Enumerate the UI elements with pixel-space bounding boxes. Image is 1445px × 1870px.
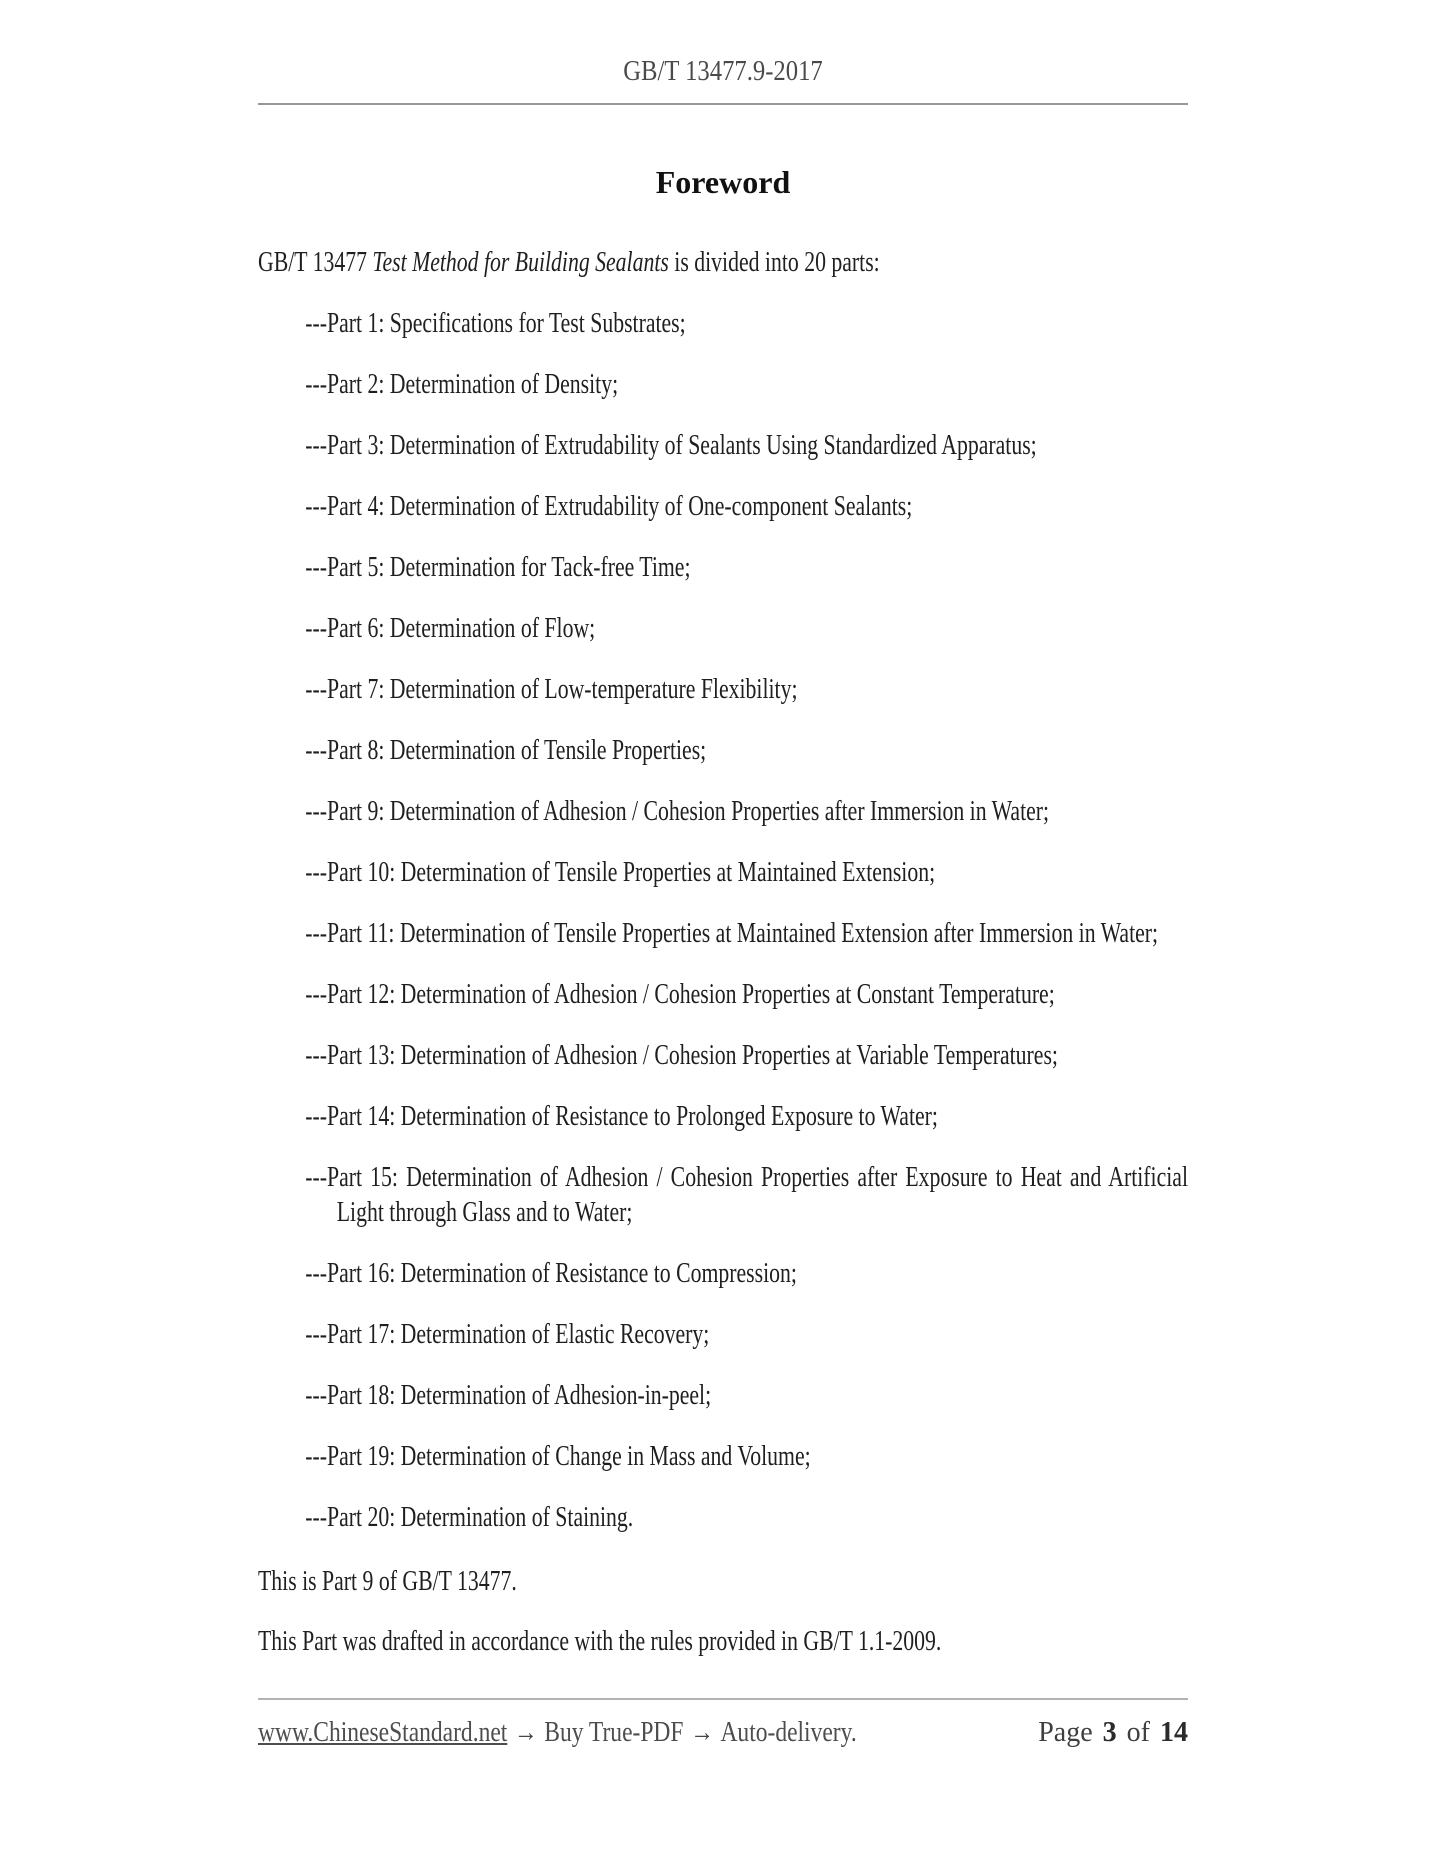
parts-list bbox=[258, 306, 1188, 1535]
part-list-item: ---Part 12: Determination of Adhesion / Cohesion Properties at Constant Temperature; bbox=[305, 978, 1055, 1010]
auto-delivery-label: Auto-delivery. bbox=[720, 1717, 857, 1748]
page-indicator bbox=[1038, 1715, 1188, 1750]
footer-promo bbox=[258, 1715, 857, 1750]
part-list-item: ---Part 8: Determination of Tensile Properties; bbox=[305, 734, 707, 766]
footer-divider bbox=[258, 1698, 1188, 1700]
part-list-item: ---Part 17: Determination of Elastic Recovery; bbox=[305, 1318, 710, 1350]
intro-prefix: GB/T 13477 bbox=[258, 246, 373, 278]
series-title-italic: Test Method for Building Sealants bbox=[372, 246, 669, 278]
part-list-item: ---Part 18: Determination of Adhesion-in-peel; bbox=[305, 1379, 712, 1411]
part-list-item: ---Part 5: Determination for Tack-free Time; bbox=[305, 551, 691, 583]
of-word: of bbox=[1126, 1717, 1150, 1748]
page-total: 14 bbox=[1160, 1717, 1188, 1748]
part-list-item: ---Part 10: Determination of Tensile Properties at Maintained Extension; bbox=[305, 856, 936, 888]
part-list-item: ---Part 4: Determination of Extrudability of One-component Sealants; bbox=[305, 490, 913, 522]
header-divider bbox=[258, 103, 1188, 105]
page-footer bbox=[258, 1715, 1188, 1750]
part-list-item: ---Part 6: Determination of Flow; bbox=[305, 612, 596, 644]
part-list-item: ---Part 2: Determination of Density; bbox=[305, 368, 619, 400]
intro-paragraph bbox=[258, 245, 1188, 280]
buy-pdf-label: Buy True-PDF bbox=[544, 1717, 684, 1748]
arrow-icon: → bbox=[514, 1717, 538, 1748]
part-list-item: ---Part 9: Determination of Adhesion / Cohesion Properties after Immersion in Water; bbox=[305, 795, 1050, 827]
page-title: Foreword bbox=[655, 164, 791, 200]
part-list-item: ---Part 13: Determination of Adhesion / Cohesion Properties at Variable Temperatures; bbox=[305, 1039, 1058, 1071]
standard-number: GB/T 13477.9-2017 bbox=[623, 55, 823, 87]
page-number: 3 bbox=[1102, 1717, 1117, 1748]
closing-part-statement: This is Part 9 of GB/T 13477. bbox=[258, 1565, 517, 1597]
part-list-item: ---Part 7: Determination of Low-temperature Flexibility; bbox=[305, 673, 798, 705]
arrow-icon: → bbox=[690, 1717, 714, 1748]
intro-suffix: is divided into 20 parts: bbox=[668, 246, 880, 278]
part-list-item: ---Part 1: Specifications for Test Substrates; bbox=[305, 307, 686, 339]
part-list-item: ---Part 11: Determination of Tensile Properties at Maintained Extension after Immersion in Water; bbox=[305, 917, 1159, 949]
website-link[interactable]: www.ChineseStandard.net bbox=[258, 1717, 508, 1748]
closing-drafting-statement: This Part was drafted in accordance with the rules provided in GB/T 1.1-2009. bbox=[258, 1625, 942, 1657]
part-list-item: ---Part 19: Determination of Change in Mass and Volume; bbox=[305, 1440, 811, 1472]
part-list-item: ---Part 14: Determination of Resistance to Prolonged Exposure to Water; bbox=[305, 1100, 938, 1132]
page-word: Page bbox=[1038, 1717, 1093, 1748]
part-list-item: ---Part 15: Determination of Adhesion / Cohesion Properties after Exposure to Heat and Artificial Light through Glass and to Water; bbox=[305, 1161, 1188, 1228]
part-list-item: ---Part 3: Determination of Extrudability of Sealants Using Standardized Apparatus; bbox=[305, 429, 1037, 461]
part-list-item: ---Part 16: Determination of Resistance to Compression; bbox=[305, 1257, 797, 1289]
part-list-item: ---Part 20: Determination of Staining. bbox=[305, 1501, 634, 1533]
